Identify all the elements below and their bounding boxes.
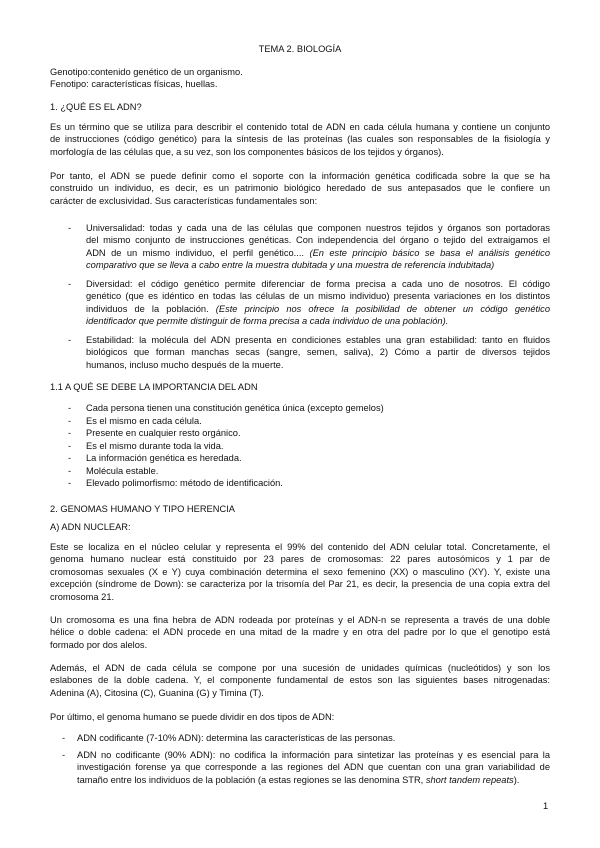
bullet-dash: - [68, 403, 72, 413]
text-line: Adenina (A), Citosina (C), Guanina (G) y Timina (T). [50, 687, 264, 698]
adn-codificante-item: ADN codificante (7-10% ADN): determina las características de las personas. [77, 733, 396, 743]
importance-item: Presente en cualquier resto orgánico. [86, 428, 241, 438]
document-title: TEMA 2. BIOLOGÍA [258, 44, 342, 54]
text-line: Además, el ADN de cada célula se compone por una sucesión de unidades químicas (nucleótidos) y son los [50, 663, 550, 673]
text-line: formado por dos alelos. [50, 639, 148, 650]
text-line: Es un término que se utiliza para describir el contenido total de ADN en cada célula humana y contiene un conjunto [50, 122, 550, 132]
importance-item: Molécula estable. [86, 466, 159, 476]
text-line: biológicos que forman manchas secas (sangre, semen, saliva), 2) Cómo a partir de diversos tejidos [86, 347, 550, 358]
italic-note: identificador que permite distinguir de forma precisa a cada individuo de una población). [86, 316, 449, 327]
bullet-dash: - [68, 428, 72, 438]
text-line: construido un individuo, es decir, es un patrimonio biológico heredado de sus antepasados que le confiere un [50, 183, 550, 194]
text-line: ADN no codificante (90% ADN): no codifica la información para sintetizar las proteínas y es esencial para la [77, 750, 550, 760]
text-line: cromosomas sexuales (X e Y) cuya combinación determina el sexo femenino (XX) o masculino (XY). Y, existe una [50, 566, 550, 577]
bullet-dash: - [62, 750, 66, 760]
text-line: Estabilidad: la molécula del ADN presenta en condiciones estables una gran estabilidad: tanto en fluidos [86, 335, 550, 345]
italic-note: (En este principio básico se basa el análisis genético [309, 247, 550, 258]
text-line: carácter de exclusividad. Sus características fundamentales son: [50, 195, 318, 206]
estabilidad-item [86, 334, 550, 371]
text-line: humanos, incluso mucho después de la muerte. [86, 359, 284, 370]
section-2-paragraph-3 [50, 662, 550, 699]
text-line: Un cromosoma es una fina hebra de ADN rodeada por proteínas y el ADN-n se representa a través de una doble [50, 615, 550, 625]
genotipo-definition: Genotipo:contenido genético de un organismo. [50, 67, 243, 77]
bullet-dash: - [62, 733, 66, 743]
text-line: Este se localiza en el núcleo celular y representa el 99% del contenido del ADN celular total. Concretamente, el [50, 542, 550, 552]
importance-item: Es el mismo durante toda la vida. [86, 441, 224, 451]
section-2-paragraph-1 [50, 541, 550, 603]
bullet-dash: - [68, 441, 72, 451]
bullet-dash: - [68, 416, 72, 426]
bullet-dash: - [68, 223, 72, 233]
text-line: investigación forense ya que corresponde a las regiones del ADN que cuentan con una gran variabilidad de [77, 762, 550, 773]
italic-note: (Este principio nos ofrece la posibilidad de obtener un código genético [215, 303, 550, 314]
text-line: hélice o doble cadena: el ADN procede en una mitad de la madre y en otra del padre por lo que el genotipo está [50, 627, 550, 638]
text-segment: ). [513, 774, 520, 785]
section-1-paragraph-1 [50, 121, 550, 158]
text-line: Universalidad: todas y cada una de las células que componen nuestros tejidos y órganos son portadoras [86, 223, 550, 233]
text-line: genoma humano nuclear está constituido por 23 pares de cromosomas: 22 pares autosómicos y 1 par de [50, 554, 550, 565]
bullet-dash: - [68, 279, 72, 289]
text-line: morfología de las células que, a su vez, son los componentes básicos de los tejidos y órganos). [50, 146, 444, 157]
importance-item: Es el mismo en cada célula. [86, 416, 202, 426]
text-line: Por tanto, el ADN se puede definir como el soporte con la información genética codificada sobre la que se ha [50, 171, 550, 181]
text-line: Diversidad: el código genético permite diferenciar de forma precisa a cada uno de nosotros. El código [86, 279, 550, 289]
universalidad-item [86, 222, 550, 272]
importance-item: La información genética es heredada. [86, 453, 242, 463]
text-line: cromosoma 21. [50, 591, 115, 602]
diversidad-item [86, 278, 550, 328]
bullet-dash: - [68, 335, 72, 345]
section-2-subheading: A) ADN NUCLEAR: [50, 522, 131, 532]
bullet-dash: - [68, 478, 72, 488]
section-2-paragraph-4: Por último, el genoma humano se puede dividir en dos tipos de ADN: [50, 712, 335, 722]
section-1-1-heading: 1.1 A QUÉ SE DEBE LA IMPORTANCIA DEL ADN [50, 382, 258, 392]
text-line: genético (que es idéntico en todas las células de un mismo individuo) presenta variaciones en los distintos [86, 291, 550, 302]
adn-no-codificante-item [77, 749, 550, 786]
text-line: excepción (síndrome de Down): se caracteriza por la trisomía del Par 21, es decir, la presencia de una copia extra del [50, 579, 550, 590]
section-2-paragraph-2 [50, 614, 550, 651]
page-number: 1 [543, 801, 549, 811]
bullet-dash: - [68, 453, 72, 463]
fenotipo-definition: Fenotipo: características físicas, huellas. [50, 79, 218, 89]
text-line [77, 774, 550, 786]
text-segment: ADN de un mismo individuo, el perfil genético.... [86, 247, 310, 258]
italic-term: short tandem repeats [425, 774, 514, 785]
importance-item: Cada persona tienen una constitución genética única (excepto gemelos) [86, 403, 384, 413]
text-line [86, 247, 550, 259]
section-2-heading: 2. GENOMAS HUMANO Y TIPO HERENCIA [50, 504, 235, 514]
text-line: de instrucciones (código genético) para la síntesis de las proteínas (las cuales son responsables de la fisiología y [50, 134, 550, 145]
text-segment: individuos de la población. [86, 303, 216, 314]
text-line [86, 303, 550, 315]
bullet-dash: - [68, 466, 72, 476]
italic-note: comparativo que se lleva a cabo entre la muestra dubitada y una muestra de referencia indubitada) [86, 260, 495, 271]
text-segment: tamaño entre los individuos de la población (a estas regiones se las denomina STR, [77, 774, 426, 785]
importance-item: Elevado polimorfismo: método de identificación. [86, 478, 283, 488]
section-1-paragraph-2 [50, 170, 550, 207]
text-line: del mismo conjunto de instrucciones genéticas. Con independencia del órgano o tejido del extraigamos el [86, 235, 550, 246]
section-1-heading: 1. ¿QUÉ ES EL ADN? [50, 102, 142, 112]
text-line: eslabones de la doble cadena. Y, el componente fundamental de estos son las siguientes bases nitrogenadas: [50, 675, 550, 686]
